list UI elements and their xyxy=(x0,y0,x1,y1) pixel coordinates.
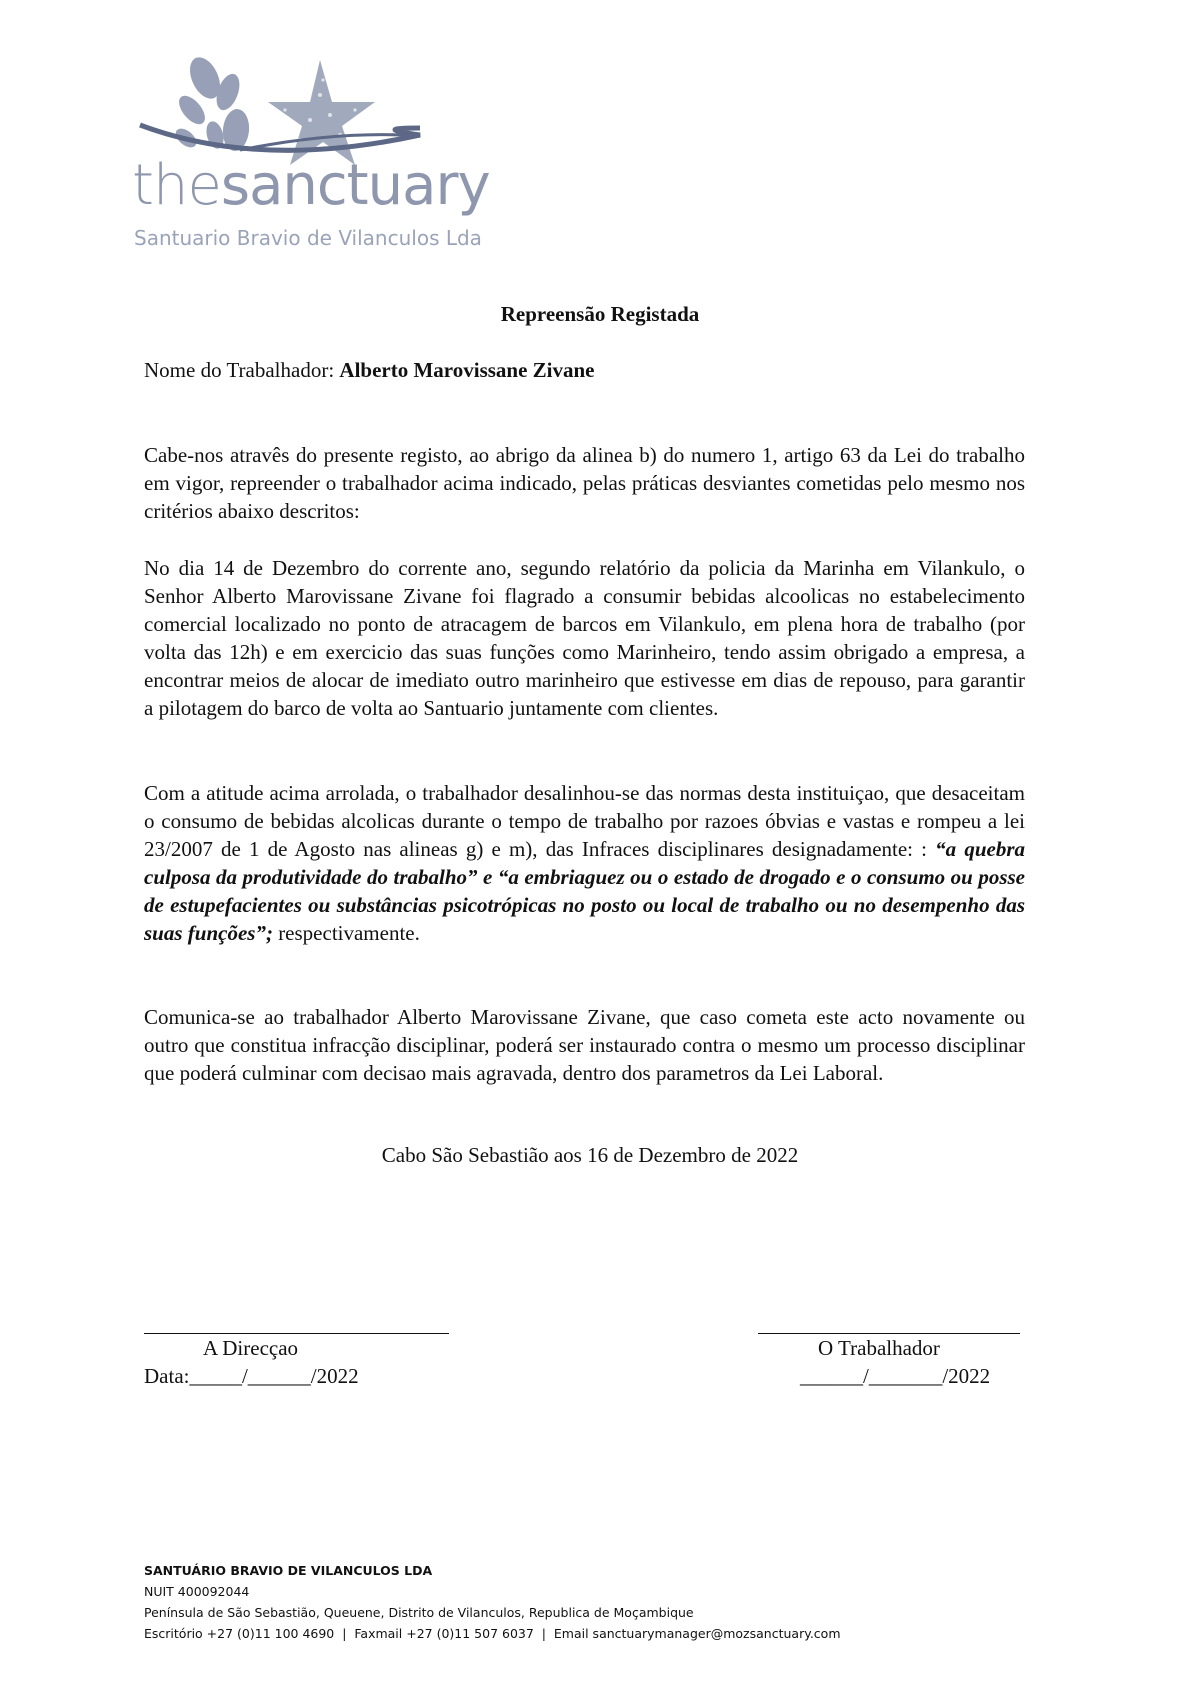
logo-brand-rest: sanctuary xyxy=(220,153,490,218)
signature-line-left xyxy=(144,1333,449,1334)
logo-brand-the: the xyxy=(132,153,221,218)
worker-label: Nome do Trabalhador: xyxy=(144,358,335,382)
paragraph-1: Cabe-nos atravês do presente registo, ao abrigo da alinea b) do numero 1, artigo 63 da Lei do trabalho em vigor, repreender o trabalhador acima indicado, pelas práticas desviantes cometidas pelo mesmo nos critérios abaixo descritos: xyxy=(144,443,1025,523)
logo-brand-text xyxy=(132,153,490,218)
footer-contacts: Escritório +27 (0)11 100 4690 | Faxmail +27 (0)11 507 6037 | Email sanctuarymanager@mozsanctuary.com xyxy=(144,1626,841,1641)
paragraph-3-end: respectivamente. xyxy=(272,921,420,945)
paragraph-4: Comunica-se ao trabalhador Alberto Marovissane Zivane, que caso cometa este acto novamente ou outro que constitua infracção disciplinar, poderá ser instaurado contra o mesmo um processo disciplinar que poderá culminar com decisao mais agravada, dentro dos parametros da Lei Laboral. xyxy=(144,1005,1025,1085)
paragraph-3-and: e xyxy=(477,865,498,889)
paragraph-3-quote-2: “a embriaguez ou o estado de drogado e o consumo ou posse de estupefacientes ou substâncias psicotrópicas no posto ou local de trabalho ou no desempenho das suas funções”; xyxy=(144,865,1025,945)
footer-company: SANTUÁRIO BRAVIO DE VILANCULOS LDA xyxy=(144,1563,433,1578)
signature-label-left: A Direcçao xyxy=(203,1336,299,1360)
signature-label-right: O Trabalhador xyxy=(818,1336,940,1360)
signature-line-right xyxy=(758,1333,1020,1334)
signature-date-left: Data:_____/______/2022 xyxy=(144,1364,359,1388)
footer-nuit: NUIT 400092044 xyxy=(144,1584,250,1599)
footer-address: Península de São Sebastião, Queuene, Distrito de Vilanculos, Republica de Moçambique xyxy=(144,1605,694,1620)
company-logo xyxy=(120,40,500,250)
logo-subtitle: Santuario Bravio de Vilanculos Lda xyxy=(134,226,482,250)
worker-name: Alberto Marovissane Zivane xyxy=(339,358,595,382)
document-title: Repreensão Registada xyxy=(500,302,700,326)
worker-line xyxy=(144,356,1025,384)
paragraph-3-start: Com a atitude acima arrolada, o trabalhador desalinhou-se das normas desta instituiçao, que desaceitam o consumo de bebidas alcolicas durante o tempo de trabalho por razoes óbvias e vastas e rompeu a lei 23/2007 de 1 de Agosto nas alineas g) e m), das Infraces disciplinares designadamente: : xyxy=(144,781,1025,861)
paragraph-3 xyxy=(144,779,1025,947)
signature-date-right: ______/_______/2022 xyxy=(800,1364,991,1388)
paragraph-3-quote-1: “a quebra culposa da produtividade do trabalho” xyxy=(144,837,1025,889)
footer xyxy=(144,1560,841,1644)
starfish-leaves-icon xyxy=(120,40,500,170)
paragraph-2: No dia 14 de Dezembro do corrente ano, segundo relatório da policia da Marinha em Vilankulo, o Senhor Alberto Marovissane Zivane foi flagrado a consumir bebidas alcoolicas no estabelecimento comercial localizado no ponto de atracagem de barcos em Vilankulo, em plena hora de trabalho (por volta das 12h) e em exercicio das suas funções como Marinheiro, tendo assim obrigado a empresa, a encontrar meios de alocar de imediato outro marinheiro que estivesse em dias de repouso, para garantir a pilotagem do barco de volta ao Santuario juntamente com clientes. xyxy=(144,556,1025,720)
place-date: Cabo São Sebastião aos 16 de Dezembro de 2022 xyxy=(381,1143,799,1167)
